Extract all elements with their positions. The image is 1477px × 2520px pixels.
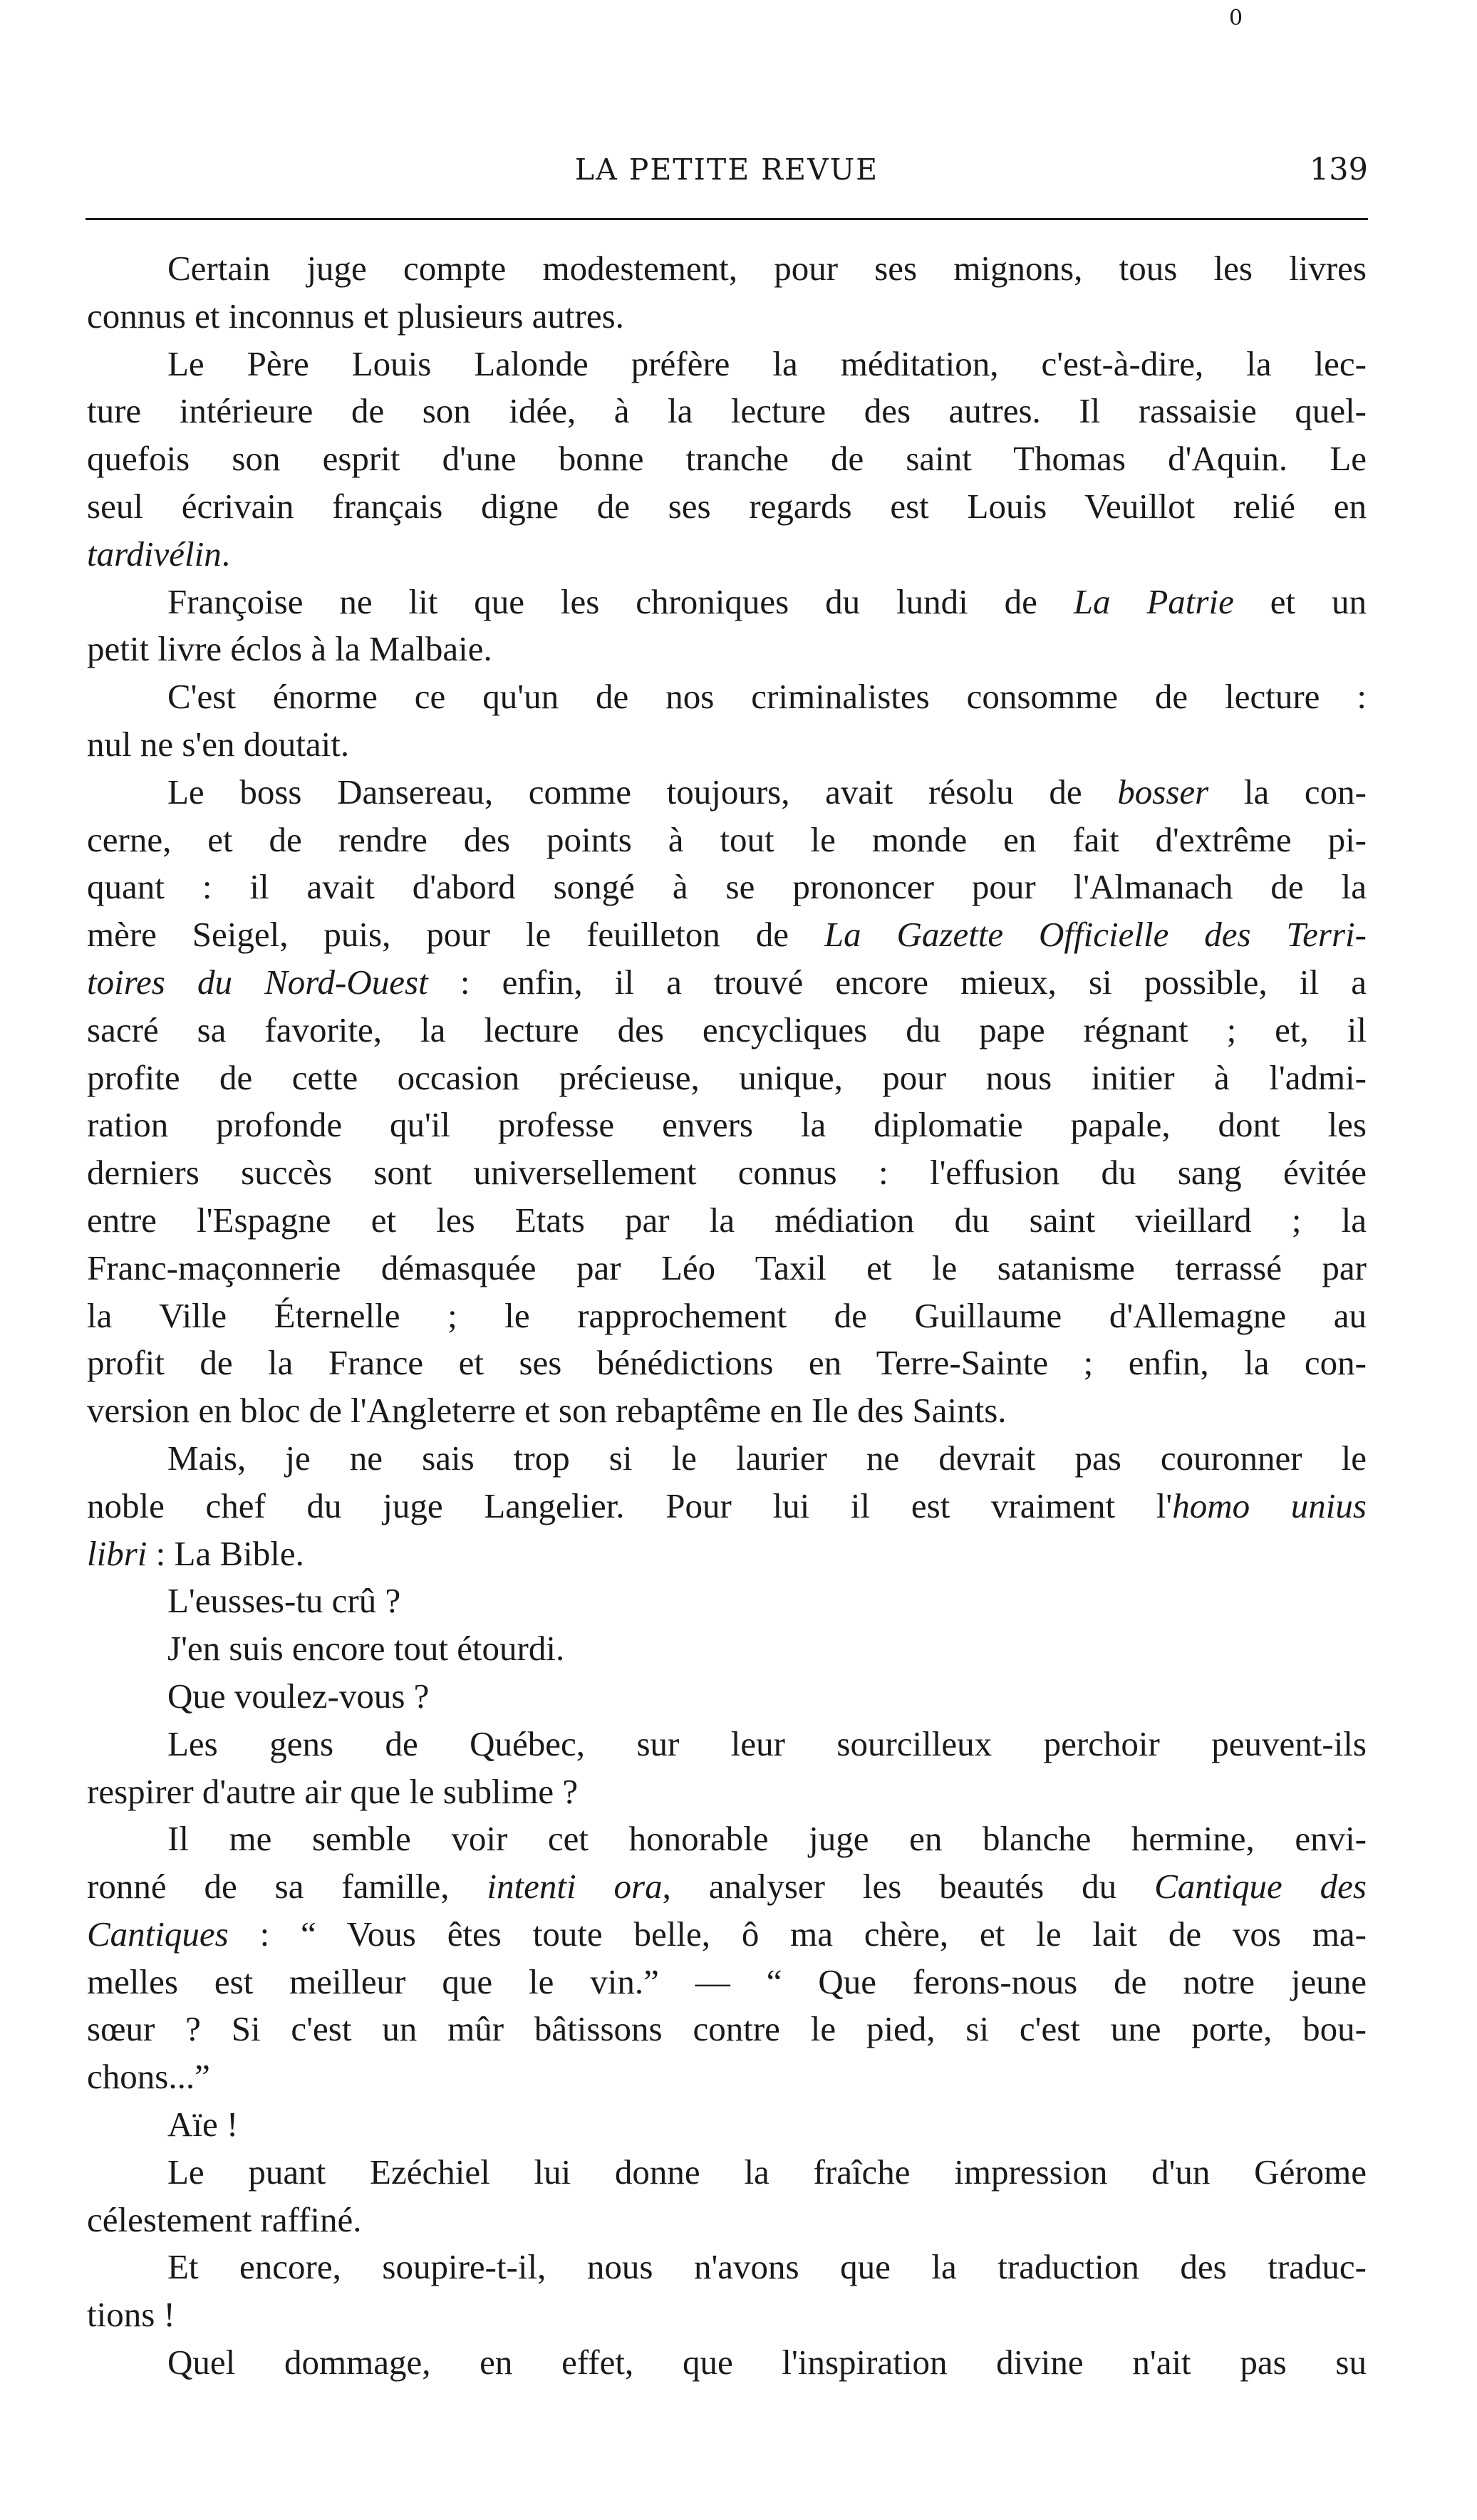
paragraph xyxy=(87,2101,1367,2149)
text-line xyxy=(87,2291,1367,2339)
text-segment: quant : il avait d'abord songé à se prononcer pour l'Almanach de la xyxy=(87,867,1367,907)
text-line xyxy=(87,911,1367,959)
text-line xyxy=(87,2053,1367,2101)
text-line xyxy=(87,816,1367,864)
text-line xyxy=(87,1054,1367,1102)
text-line xyxy=(87,959,1367,1007)
text-line xyxy=(87,864,1367,911)
text-segment: mère Seigel, puis, pour le feuilleton de xyxy=(87,915,824,955)
running-title: LA PETITE REVUE xyxy=(574,152,879,187)
text-line xyxy=(87,1292,1367,1340)
text-segment: petit livre éclos à la Malbaie. xyxy=(87,629,492,669)
text-line xyxy=(87,2006,1367,2053)
italic-text: homo unius xyxy=(1172,1485,1367,1525)
text-segment: la con- xyxy=(1208,772,1367,812)
text-segment: Certain juge compte modestement, pour ses mignons, tous les livres xyxy=(167,249,1367,288)
paragraph xyxy=(87,673,1367,769)
text-segment: sœur ? Si c'est un mûr bâtissons contre le pied, si c'est une porte, bou- xyxy=(87,2009,1367,2049)
text-line xyxy=(87,1721,1367,1768)
text-segment: Il me semble voir cet honorable juge en blanche hermine, envi- xyxy=(167,1819,1367,1859)
text-segment: noble chef du juge Langelier. Pour lui il est vraiment l' xyxy=(87,1485,1173,1525)
italic-text: tardivélin xyxy=(87,534,222,574)
text-line xyxy=(87,1768,1367,1816)
text-segment: profite de cette occasion précieuse, unique, pour nous initier à l'admi- xyxy=(87,1057,1367,1097)
paragraph xyxy=(87,1815,1367,2101)
paragraph xyxy=(87,1721,1367,1816)
text-segment: respirer d'autre air que le sublime ? xyxy=(87,1771,579,1811)
paragraph xyxy=(87,1625,1367,1673)
text-line xyxy=(87,1625,1367,1673)
text-line xyxy=(87,1863,1367,1911)
text-segment: Le puant Ezéchiel lui donne la fraîche impression d'un Gérome xyxy=(167,2152,1367,2192)
page-number: 139 xyxy=(1309,152,1368,187)
text-segment: : enfin, il a trouvé encore mieux, si possible, il a xyxy=(427,962,1367,1002)
text-segment: chons...” xyxy=(87,2057,210,2097)
text-segment: célestement raffiné. xyxy=(87,2199,362,2239)
text-segment: J'en suis encore tout étourdi. xyxy=(167,1629,565,1669)
text-line xyxy=(87,626,1367,673)
text-segment: seul écrivain français digne de ses regards est Louis Veuillot relié en xyxy=(87,486,1367,526)
text-line xyxy=(87,1007,1367,1054)
text-segment: Aïe ! xyxy=(167,2105,239,2145)
text-segment: Françoise ne lit que les chroniques du lundi de xyxy=(167,581,1074,621)
text-line xyxy=(87,435,1367,483)
text-segment: C'est énorme ce qu'un de nos criminalistes consomme de lecture : xyxy=(167,677,1367,717)
text-segment: quefois son esprit d'une bonne tranche de saint Thomas d'Aquin. Le xyxy=(87,439,1367,479)
paragraph xyxy=(87,2244,1367,2339)
text-segment: cerne, et de rendre des points à tout le monde en fait d'extrême pi- xyxy=(87,819,1367,859)
text-segment: sacré sa favorite, la lecture des encycliques du pape régnant ; et, il xyxy=(87,1010,1367,1049)
corner-mark: 0 xyxy=(1229,6,1243,31)
text-segment: : “ Vous êtes toute belle, ô ma chère, et le lait de vos ma- xyxy=(228,1914,1367,1954)
italic-text: La Patrie xyxy=(1073,581,1234,621)
page-header xyxy=(85,148,1368,191)
italic-text: toires du Nord-Ouest xyxy=(87,962,428,1002)
text-line xyxy=(87,1101,1367,1149)
text-segment: Et encore, soupire-t-il, nous n'avons que la traduction des traduc- xyxy=(167,2247,1367,2287)
paragraph xyxy=(87,1435,1367,1577)
text-line xyxy=(87,1387,1367,1435)
italic-text: libri xyxy=(87,1533,147,1573)
text-segment: Que voulez-vous ? xyxy=(167,1676,430,1716)
text-segment: . xyxy=(221,534,230,574)
paragraph xyxy=(87,769,1367,1435)
text-line xyxy=(87,2244,1367,2291)
text-line xyxy=(87,245,1367,293)
text-line xyxy=(87,1815,1367,1863)
text-segment: et un xyxy=(1233,581,1367,621)
text-segment: Franc-maçonnerie démasquée par Léo Taxil et le satanisme terrassé par xyxy=(87,1248,1367,1287)
text-segment: ronné de sa famille, xyxy=(87,1867,487,1907)
italic-text: Cantiques xyxy=(87,1914,229,1954)
text-segment: connus et inconnus et plusieurs autres. xyxy=(87,296,624,336)
text-segment: Le boss Dansereau, comme toujours, avait résolu de xyxy=(167,772,1118,812)
text-line xyxy=(87,2149,1367,2197)
italic-text: La Gazette Officielle des Terri- xyxy=(824,915,1367,955)
text-line xyxy=(87,1959,1367,2006)
paragraph xyxy=(87,2339,1367,2387)
text-segment: tions ! xyxy=(87,2295,175,2335)
text-segment: Le Père Louis Lalonde préfère la méditation, c'est-à-dire, la lec- xyxy=(167,343,1367,383)
paragraph xyxy=(87,1673,1367,1721)
text-line xyxy=(87,531,1367,579)
text-line xyxy=(87,1673,1367,1721)
text-line xyxy=(87,1197,1367,1245)
text-segment: profit de la France et ses bénédictions en Terre-Sainte ; enfin, la con- xyxy=(87,1343,1367,1383)
paragraph xyxy=(87,1577,1367,1625)
text-line xyxy=(87,1149,1367,1197)
text-segment: melles est meilleur que le vin.” — “ Que ferons-nous de notre jeune xyxy=(87,1961,1367,2001)
header-rule xyxy=(85,218,1368,220)
text-segment: , analyser les beautés du xyxy=(662,1867,1155,1907)
italic-text: bosser xyxy=(1117,772,1209,812)
text-line xyxy=(87,769,1367,816)
text-line xyxy=(87,2197,1367,2244)
text-line xyxy=(87,1435,1367,1483)
paragraph xyxy=(87,245,1367,341)
text-segment: : La Bible. xyxy=(147,1533,304,1573)
text-segment: entre l'Espagne et les Etats par la médiation du saint vieillard ; la xyxy=(87,1200,1367,1240)
text-line xyxy=(87,579,1367,626)
text-segment: nul ne s'en doutait. xyxy=(87,724,350,764)
text-line xyxy=(87,673,1367,721)
italic-text: intenti ora xyxy=(487,1867,663,1907)
paragraph xyxy=(87,341,1367,579)
text-segment: derniers succès sont universellement connus : l'effusion du sang évitée xyxy=(87,1153,1367,1193)
text-segment: L'eusses-tu crû ? xyxy=(167,1581,401,1621)
text-segment: ration profonde qu'il professe envers la diplomatie papale, dont les xyxy=(87,1105,1367,1145)
text-segment: ture intérieure de son idée, à la lecture des autres. Il rassaisie quel- xyxy=(87,391,1367,431)
text-segment: version en bloc de l'Angleterre et son rebaptême en Ile des Saints. xyxy=(87,1391,1007,1431)
text-line xyxy=(87,2101,1367,2149)
body-text xyxy=(87,245,1367,2387)
text-line xyxy=(87,1911,1367,1959)
text-line xyxy=(87,1577,1367,1625)
text-line xyxy=(87,1530,1367,1578)
text-line xyxy=(87,2339,1367,2387)
text-line xyxy=(87,1483,1367,1530)
paragraph xyxy=(87,2149,1367,2244)
text-line xyxy=(87,721,1367,769)
text-segment: Quel dommage, en effet, que l'inspiration divine n'ait pas su xyxy=(167,2343,1367,2382)
text-line xyxy=(87,1339,1367,1387)
italic-text: Cantique des xyxy=(1154,1867,1367,1907)
text-line xyxy=(87,341,1367,388)
text-line xyxy=(87,1245,1367,1292)
text-line xyxy=(87,293,1367,341)
paragraph xyxy=(87,579,1367,674)
text-segment: Les gens de Québec, sur leur sourcilleux perchoir peuvent-ils xyxy=(167,1723,1367,1763)
text-line xyxy=(87,388,1367,435)
text-line xyxy=(87,483,1367,531)
text-segment: Mais, je ne sais trop si le laurier ne devrait pas couronner le xyxy=(167,1438,1367,1478)
text-segment: la Ville Éternelle ; le rapprochement de Guillaume d'Allemagne au xyxy=(87,1295,1367,1335)
